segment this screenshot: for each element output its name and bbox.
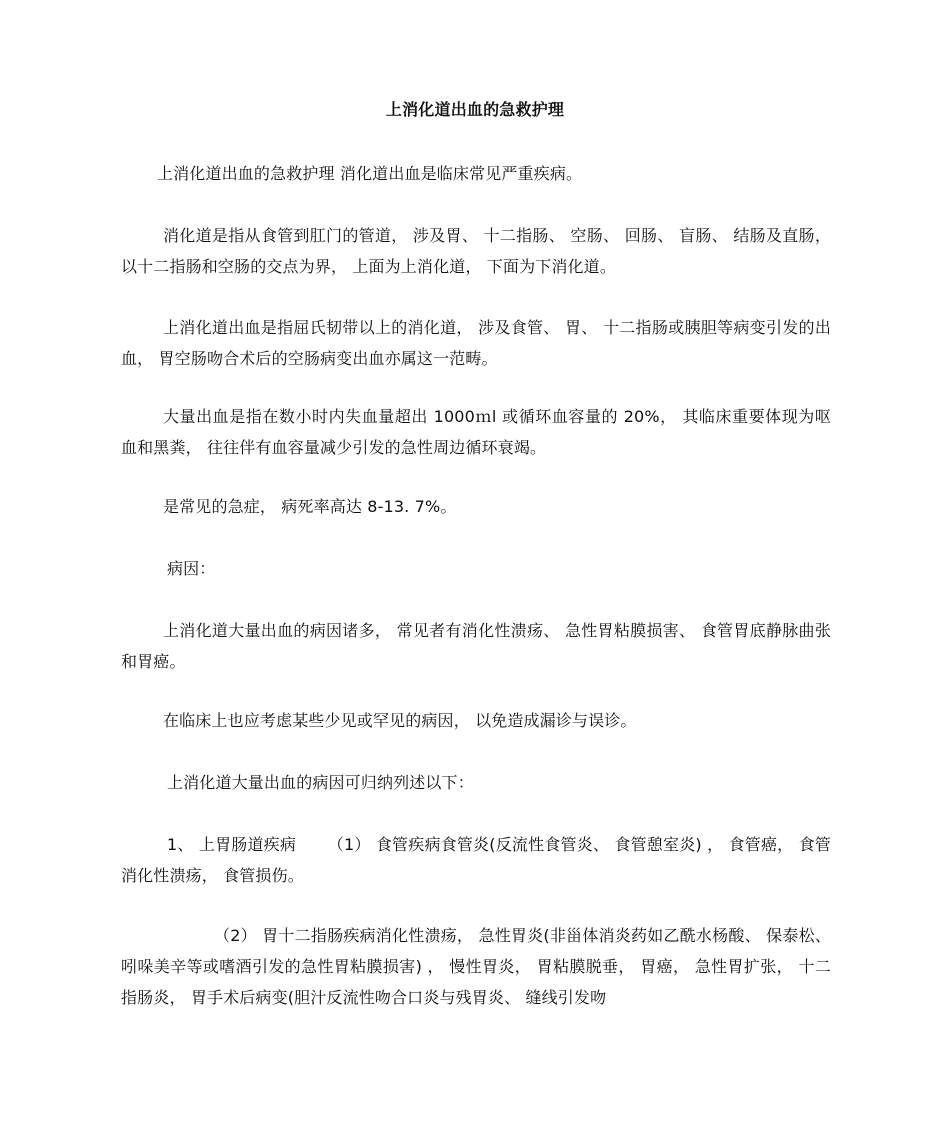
paragraph-gastroduodenal-disease: （2） 胃十二指肠疾病消化性溃疡， 急性胃炎(非甾体消炎药如乙酰水杨酸、 保泰松、 吲哚美辛等或嗜酒引发的急性胃粘膜损害) ， 慢性胃炎， 胃粘膜脱垂， 胃癌， 急性胃扩张， 十二指肠炎， 胃手术后病变(胆汁反流性吻合口炎与残胃炎、 缝线引发吻 — [121, 926, 837, 1007]
paragraph-common-causes: 上消化道大量出血的病因诸多， 常见者有消化性溃疡、 急性胃粘膜损害、 食管胃底静脉曲张和胃癌。 — [121, 621, 831, 671]
paragraph-intro: 上消化道出血的急救护理 消化道出血是临床常见严重疾病。 — [157, 164, 583, 183]
paragraph-rare-causes: 在临床上也应考虑某些少见或罕见的病因， 以免造成漏诊与误诊。 — [163, 711, 637, 730]
paragraph-digestive-tract: 消化道是指从食管到肛门的管道， 涉及胃、 十二指肠、 空肠、 回肠、 盲肠、 结肠及直肠， 以十二指肠和空肠的交点为界， 上面为上消化道， 下面为下消化道。 — [121, 226, 837, 276]
paragraph-mortality: 是常见的急症， 病死率高达 8-13. 7%。 — [163, 497, 457, 516]
document-title: 上消化道出血的急救护理 — [385, 100, 565, 119]
paragraph-upper-gi-bleeding: 上消化道出血是指屈氏韧带以上的消化道， 涉及食管、 胃、 十二指肠或胰胆等病变引发的出血， 胃空肠吻合术后的空肠病变出血亦属这一范畴。 — [121, 318, 831, 368]
paragraph-causes-list-intro: 上消化道大量出血的病因可归纳列述以下： — [167, 773, 474, 792]
paragraph-esophageal-disease: 1、 上胃肠道疾病 （1） 食管疾病食管炎(反流性食管炎、 食管憩室炎) ， 食管癌， 食管消化性溃疡， 食管损伤。 — [121, 835, 831, 885]
paragraph-etiology-heading: 病因： — [167, 559, 216, 578]
paragraph-massive-bleeding: 大量出血是指在数小时内失血量超出 1000ｍl 或循环血容量的 20%， 其临床重要体现为呕血和黑粪， 往往伴有血容量减少引发的急性周边循环衰竭。 — [121, 407, 831, 457]
